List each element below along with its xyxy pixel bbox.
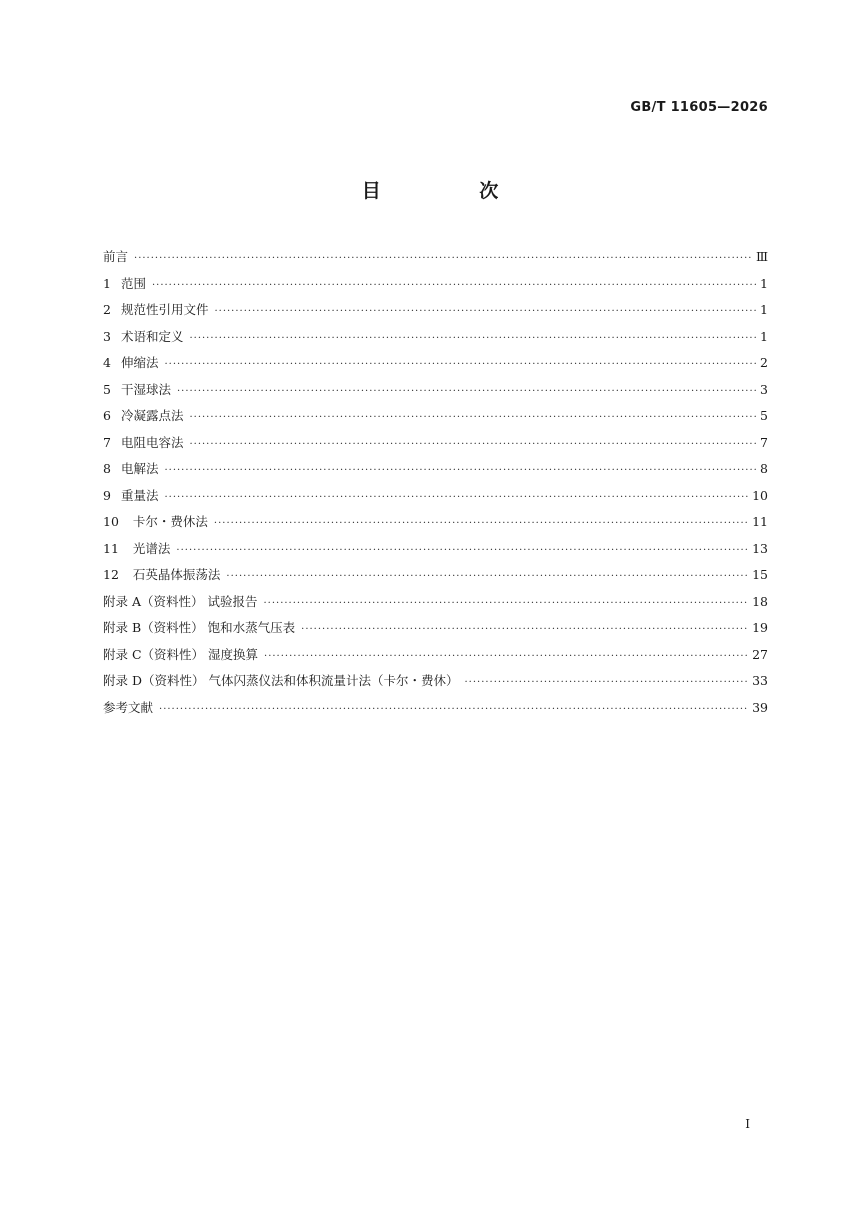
toc-entry-label bbox=[103, 403, 183, 430]
toc-entry-label bbox=[103, 668, 458, 695]
toc-entry-title: 光谱法 bbox=[132, 540, 171, 556]
toc-entry[interactable] bbox=[103, 509, 768, 536]
toc-entry-label bbox=[103, 377, 171, 404]
toc-entry-page: 39 bbox=[752, 699, 768, 715]
toc-entry-title: 附录 A（资料性） 试验报告 bbox=[103, 593, 258, 609]
dot-leader bbox=[189, 432, 756, 459]
toc-entry-title: 冷凝露点法 bbox=[120, 408, 184, 423]
dot-leader bbox=[263, 591, 748, 618]
toc-entry[interactable] bbox=[103, 536, 768, 563]
toc-entry-label bbox=[103, 483, 158, 510]
dot-leader bbox=[226, 564, 748, 591]
toc-entry-page: Ⅲ bbox=[755, 249, 768, 264]
toc-entry[interactable] bbox=[103, 695, 768, 722]
toc-entry-page: 27 bbox=[752, 646, 768, 662]
toc-entry-number: 9 bbox=[103, 487, 111, 503]
toc-entry-label bbox=[103, 297, 208, 324]
dot-leader bbox=[189, 405, 756, 432]
toc-entry-page: 8 bbox=[760, 461, 768, 476]
toc-entry-page: 7 bbox=[760, 434, 768, 450]
toc-entry-number: 12 bbox=[103, 567, 119, 582]
toc-entry-number: 4 bbox=[103, 355, 111, 370]
dot-leader bbox=[189, 326, 756, 353]
dot-leader bbox=[164, 458, 756, 485]
toc-entry-title: 干湿球法 bbox=[120, 381, 171, 397]
dot-leader bbox=[177, 379, 756, 406]
toc-entry[interactable] bbox=[103, 615, 768, 642]
dot-leader bbox=[301, 617, 748, 644]
dot-leader bbox=[214, 299, 756, 326]
toc-entry-number: 3 bbox=[103, 328, 111, 344]
toc-entry-label bbox=[103, 271, 146, 298]
toc-entry-title: 附录 D（资料性） 气体闪蒸仪法和体积流量计法（卡尔・费休） bbox=[103, 673, 459, 688]
toc-entry-page: 1 bbox=[760, 328, 768, 344]
page-number: I bbox=[745, 1117, 750, 1131]
toc-entry[interactable] bbox=[103, 668, 768, 695]
dot-leader bbox=[464, 670, 748, 697]
toc-entry-number: 8 bbox=[103, 461, 111, 476]
dot-leader bbox=[134, 246, 752, 273]
dot-leader bbox=[176, 538, 748, 565]
toc-entry-title: 石英晶体振荡法 bbox=[132, 567, 221, 582]
toc-entry-label bbox=[103, 324, 183, 351]
toc-entry-page: 5 bbox=[760, 408, 768, 423]
toc-entry-number: 2 bbox=[103, 302, 111, 317]
toc-entry[interactable] bbox=[103, 483, 768, 510]
toc-entry[interactable] bbox=[103, 403, 768, 430]
toc-entry-page: 2 bbox=[760, 355, 768, 370]
toc-entry-title: 规范性引用文件 bbox=[120, 302, 209, 317]
toc-entry-number: 7 bbox=[103, 434, 111, 450]
toc-entry-label bbox=[103, 350, 158, 377]
toc-entry[interactable] bbox=[103, 456, 768, 483]
toc-entry-label bbox=[103, 456, 158, 483]
toc-entry-page: 18 bbox=[752, 593, 768, 609]
toc-entry-page: 1 bbox=[760, 302, 768, 317]
toc-entry-number: 11 bbox=[103, 540, 119, 556]
toc-entry-title: 卡尔・费休法 bbox=[132, 514, 208, 529]
toc-entry[interactable] bbox=[103, 562, 768, 589]
toc-entry[interactable] bbox=[103, 350, 768, 377]
toc-entry[interactable] bbox=[103, 324, 768, 351]
toc-entry-title: 电解法 bbox=[120, 461, 159, 476]
toc-entry-page: 15 bbox=[752, 567, 768, 582]
dot-leader bbox=[264, 644, 748, 671]
toc-entry-title: 前言 bbox=[103, 249, 129, 264]
toc-entry-label bbox=[103, 589, 257, 616]
toc-entry[interactable] bbox=[103, 642, 768, 669]
toc-entry-page: 33 bbox=[752, 673, 768, 688]
toc-entry-number: 5 bbox=[103, 381, 111, 397]
toc-entry-label bbox=[103, 536, 170, 563]
toc-entry[interactable] bbox=[103, 297, 768, 324]
toc-entry[interactable] bbox=[103, 377, 768, 404]
toc-entry-page: 3 bbox=[760, 381, 768, 397]
toc-entry-title: 附录 B（资料性） 饱和水蒸气压表 bbox=[103, 620, 296, 635]
toc-entry-title: 伸缩法 bbox=[120, 355, 159, 370]
dot-leader bbox=[164, 485, 748, 512]
toc-entry-page: 1 bbox=[760, 275, 768, 291]
toc-entry-label bbox=[103, 695, 153, 722]
toc-entry-title: 术语和定义 bbox=[120, 328, 184, 344]
dot-leader bbox=[214, 511, 748, 538]
table-of-contents bbox=[103, 244, 768, 721]
toc-entry[interactable] bbox=[103, 589, 768, 616]
toc-entry-label bbox=[103, 244, 128, 271]
toc-entry-page: 10 bbox=[752, 487, 768, 503]
dot-leader bbox=[159, 697, 748, 724]
toc-entry-label bbox=[103, 615, 295, 642]
toc-entry-label bbox=[103, 509, 208, 536]
dot-leader bbox=[152, 273, 756, 300]
toc-entry-title: 电阻电容法 bbox=[120, 434, 184, 450]
toc-entry[interactable] bbox=[103, 271, 768, 298]
toc-entry-label bbox=[103, 642, 258, 669]
toc-entry-number: 10 bbox=[103, 514, 119, 529]
toc-entry[interactable] bbox=[103, 244, 768, 271]
toc-entry-label bbox=[103, 562, 220, 589]
toc-entry-title: 参考文献 bbox=[103, 699, 154, 715]
toc-entry-label bbox=[103, 430, 183, 457]
toc-entry-title: 重量法 bbox=[120, 487, 159, 503]
toc-entry[interactable] bbox=[103, 430, 768, 457]
toc-entry-number: 6 bbox=[103, 408, 111, 423]
standard-code: GB/T 11605—2026 bbox=[630, 100, 768, 115]
toc-entry-page: 13 bbox=[752, 540, 768, 556]
toc-entry-title: 范围 bbox=[120, 275, 146, 291]
toc-entry-page: 11 bbox=[752, 514, 768, 529]
toc-entry-page: 19 bbox=[752, 620, 768, 635]
toc-entry-number: 1 bbox=[103, 275, 111, 291]
page-title: 目 次 bbox=[361, 180, 545, 202]
dot-leader bbox=[164, 352, 756, 379]
toc-entry-title: 附录 C（资料性） 湿度换算 bbox=[103, 646, 259, 662]
